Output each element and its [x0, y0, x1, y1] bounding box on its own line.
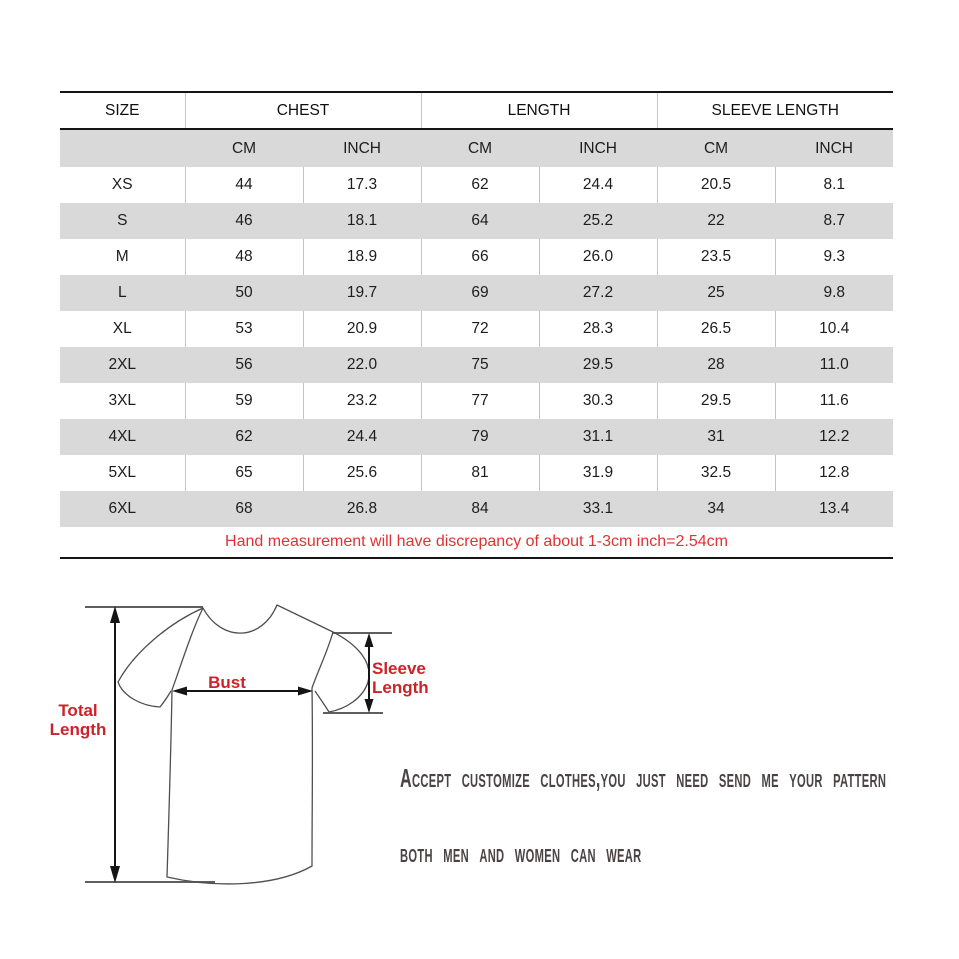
- value-cell: 24.4: [303, 419, 421, 455]
- value-cell: 77: [421, 383, 539, 419]
- value-cell: 24.4: [539, 167, 657, 203]
- bust-arrowhead-left: [172, 687, 187, 696]
- table-row: [60, 167, 893, 203]
- value-cell: 18.1: [303, 203, 421, 239]
- value-cell: 12.2: [775, 419, 893, 455]
- value-cell: 56: [185, 347, 303, 383]
- value-cell: 72: [421, 311, 539, 347]
- total-length-arrowhead-bottom: [110, 866, 120, 883]
- value-cell: 9.3: [775, 239, 893, 275]
- value-cell: 26.5: [657, 311, 775, 347]
- tshirt-body-outline: [167, 605, 333, 884]
- value-cell: 19.7: [303, 275, 421, 311]
- table-row: [60, 347, 893, 383]
- table-row: [60, 491, 893, 527]
- value-cell: 9.8: [775, 275, 893, 311]
- sleeve-length-arrowhead-top: [365, 633, 374, 647]
- value-cell: 29.5: [539, 347, 657, 383]
- bust-label: Bust: [208, 673, 246, 692]
- size-cell: 2XL: [108, 356, 137, 373]
- value-cell: 23.5: [657, 239, 775, 275]
- value-cell: 28.3: [539, 311, 657, 347]
- table-row: [60, 311, 893, 347]
- column-header-sleeve-length: SLEEVE LENGTH: [657, 92, 893, 129]
- table-row: [60, 203, 893, 239]
- table-row: [60, 239, 893, 275]
- table-row: [60, 383, 893, 419]
- table-header-row: [60, 92, 893, 129]
- unit-header-inch: INCH: [539, 129, 657, 167]
- table-row: [60, 275, 893, 311]
- unisex-wear-text: both men and women can wear: [400, 838, 642, 868]
- value-cell: 22: [657, 203, 775, 239]
- unit-header-inch: INCH: [775, 129, 893, 167]
- column-header-size: SIZE: [60, 92, 185, 129]
- value-cell: 22.0: [303, 347, 421, 383]
- value-cell: 32.5: [657, 455, 775, 491]
- sleeve-length-arrowhead-bottom: [365, 699, 374, 713]
- table-row: [60, 455, 893, 491]
- value-cell: 11.6: [775, 383, 893, 419]
- value-cell: 25.6: [303, 455, 421, 491]
- value-cell: 30.3: [539, 383, 657, 419]
- size-table-body: [60, 167, 893, 527]
- size-table: [60, 91, 893, 559]
- value-cell: 75: [421, 347, 539, 383]
- unit-header-inch: INCH: [303, 129, 421, 167]
- value-cell: 68: [185, 491, 303, 527]
- column-header-chest: CHEST: [185, 92, 421, 129]
- value-cell: 48: [185, 239, 303, 275]
- value-cell: 84: [421, 491, 539, 527]
- size-cell: XS: [111, 176, 133, 193]
- note-row: [60, 527, 893, 558]
- value-cell: 65: [185, 455, 303, 491]
- size-cell: M: [115, 248, 129, 265]
- value-cell: 62: [185, 419, 303, 455]
- table-row: [60, 419, 893, 455]
- value-cell: 20.5: [657, 167, 775, 203]
- unit-header-cm: CM: [657, 129, 775, 167]
- value-cell: 27.2: [539, 275, 657, 311]
- value-cell: 26.0: [539, 239, 657, 275]
- size-cell: L: [117, 284, 127, 301]
- value-cell: 34: [657, 491, 775, 527]
- value-cell: 25.2: [539, 203, 657, 239]
- unit-header-row: [60, 129, 893, 167]
- bust-arrowhead-right: [298, 687, 313, 696]
- tshirt-left-sleeve: [118, 608, 203, 707]
- value-cell: 8.1: [775, 167, 893, 203]
- size-cell: XL: [112, 320, 132, 337]
- value-cell: 31: [657, 419, 775, 455]
- value-cell: 17.3: [303, 167, 421, 203]
- value-cell: 31.9: [539, 455, 657, 491]
- value-cell: 18.9: [303, 239, 421, 275]
- value-cell: 31.1: [539, 419, 657, 455]
- column-header-length: LENGTH: [421, 92, 657, 129]
- value-cell: 10.4: [775, 311, 893, 347]
- value-cell: 64: [421, 203, 539, 239]
- unit-header-cm: CM: [421, 129, 539, 167]
- size-cell: 3XL: [108, 392, 137, 409]
- value-cell: 81: [421, 455, 539, 491]
- value-cell: 50: [185, 275, 303, 311]
- tshirt-right-sleeve: [315, 632, 369, 712]
- value-cell: 28: [657, 347, 775, 383]
- size-cell: 5XL: [108, 464, 137, 481]
- value-cell: 44: [185, 167, 303, 203]
- value-cell: 23.2: [303, 383, 421, 419]
- tshirt-diagram: [40, 585, 460, 925]
- value-cell: 79: [421, 419, 539, 455]
- measurement-note: Hand measurement will have discrepancy of about 1-3cm inch=2.54cm: [60, 527, 893, 558]
- total-length-arrowhead-top: [110, 606, 120, 623]
- value-cell: 53: [185, 311, 303, 347]
- size-cell: 4XL: [108, 428, 137, 445]
- value-cell: 66: [421, 239, 539, 275]
- size-cell: S: [117, 212, 128, 229]
- value-cell: 59: [185, 383, 303, 419]
- customize-clothes-text: Accept customize clothes,you just need send me your pattern: [400, 763, 887, 793]
- value-cell: 12.8: [775, 455, 893, 491]
- value-cell: 20.9: [303, 311, 421, 347]
- value-cell: 26.8: [303, 491, 421, 527]
- value-cell: 29.5: [657, 383, 775, 419]
- value-cell: 11.0: [775, 347, 893, 383]
- value-cell: 25: [657, 275, 775, 311]
- total-length-label: Total Length: [49, 701, 107, 739]
- unit-header-cm: CM: [185, 129, 303, 167]
- value-cell: 62: [421, 167, 539, 203]
- value-cell: 46: [185, 203, 303, 239]
- value-cell: 33.1: [539, 491, 657, 527]
- unit-header-blank: [60, 129, 185, 167]
- value-cell: 13.4: [775, 491, 893, 527]
- size-cell: 6XL: [108, 500, 137, 517]
- value-cell: 8.7: [775, 203, 893, 239]
- sleeve-length-label: Sleeve Length: [372, 659, 429, 697]
- value-cell: 69: [421, 275, 539, 311]
